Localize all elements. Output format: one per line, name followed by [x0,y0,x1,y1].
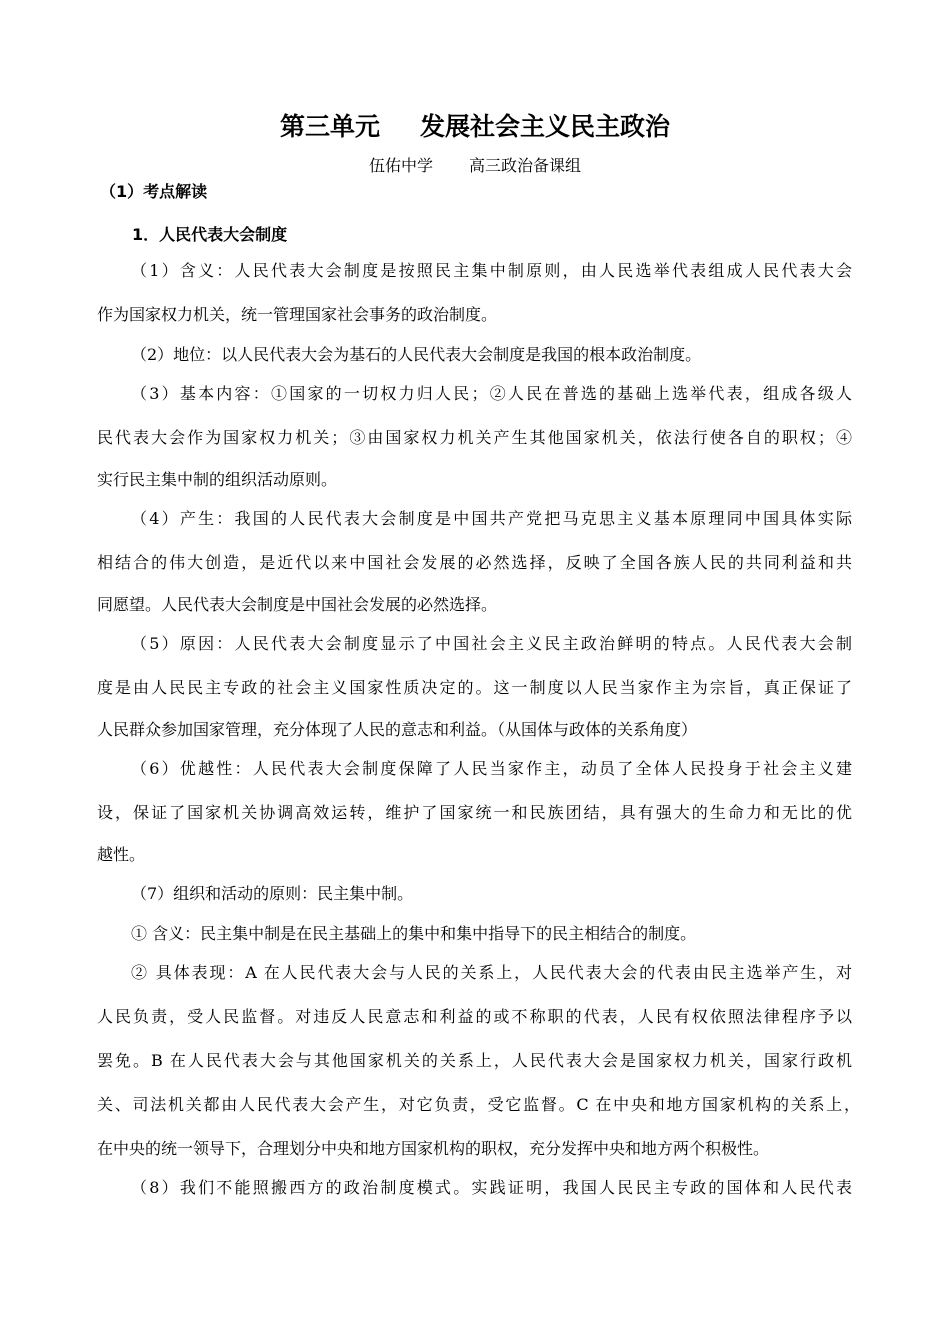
text-line: 相结合的伟大创造，是近代以来中国社会发展的必然选择，反映了全国各族人民的共同利益和共 [97,553,852,572]
text-line: （6）优越性：人民代表大会制度保障了人民当家作主，动员了全体人民投身于社会主义建 [131,759,852,778]
text-line: 关、司法机关都由人民代表大会产生，对它负责，受它监督。C 在中央和地方国家机构的关系上， [97,1095,860,1114]
title-topic: 发展社会主义民主政治 [420,112,671,141]
text-line: ② 具体表现：A 在人民代表大会与人民的关系上，人民代表大会的代表由民主选举产生，对 [131,963,852,982]
text-line: （1）含义：人民代表大会制度是按照民主集中制原则，由人民选举代表组成人民代表大会 [131,261,852,280]
text-line: 同愿望。人民代表大会制度是中国社会发展的必然选择。 [97,595,498,614]
text-line: ① 含义：民主集中制是在民主基础上的集中和集中指导下的民主相结合的制度。 [131,924,697,943]
text-line: 民代表大会作为国家权力机关；③由国家权力机关产生其他国家机关，依法行使各自的职权；④ [97,428,852,447]
group-name: 高三政治备课组 [469,156,582,175]
title-unit: 第三单元 [279,112,380,141]
text-line: 罢免。B 在人民代表大会与其他国家机关的关系上，人民代表大会是国家权力机关，国家行政机 [97,1051,852,1070]
text-line: 越性。 [97,845,146,864]
text-line: 度是由人民民主专政的社会主义国家性质决定的。这一制度以人民当家作主为宗旨，真正保证了 [97,678,852,697]
school-name: 伍佑中学 [368,156,433,175]
text-line: （8）我们不能照搬西方的政治制度模式。实践证明，我国人民民主专政的国体和人民代表 [131,1178,852,1197]
text-line: （5）原因：人民代表大会制度显示了中国社会主义民主政治鲜明的特点。人民代表大会制 [131,634,852,653]
text-line: 人民群众参加国家管理，充分体现了人民的意志和利益。（从国体与政体的关系角度） [97,720,698,739]
text-line: 实行民主集中制的组织活动原则。 [97,470,338,489]
text-line: （4）产生：我国的人民代表大会制度是中国共产党把马克思主义基本原理同中国具体实际 [131,509,852,528]
text-line: 在中央的统一领导下，合理划分中央和地方国家机构的职权，充分发挥中央和地方两个积极性。 [97,1139,770,1158]
text-line: 作为国家权力机关，统一管理国家社会事务的政治制度。 [97,305,498,324]
subsection-heading: 1．人民代表大会制度 [132,225,288,244]
text-line: （7）组织和活动的原则：民主集中制。 [131,884,414,903]
text-line: 人民负责，受人民监督。对违反人民意志和利益的或不称职的代表，人民有权依照法律程序予以 [97,1007,852,1026]
text-line: 设，保证了国家机关协调高效运转，维护了国家统一和民族团结，具有强大的生命力和无比的优 [97,803,852,822]
text-line: （2）地位：以人民代表大会为基石的人民代表大会制度是我国的根本政治制度。 [131,345,702,364]
section-heading: （1）考点解读 [100,182,208,201]
page-title [0,110,950,144]
page-subtitle [0,154,950,178]
text-line: （3）基本内容：①国家的一切权力归人民；②人民在普选的基础上选举代表，组成各级人 [131,384,852,403]
